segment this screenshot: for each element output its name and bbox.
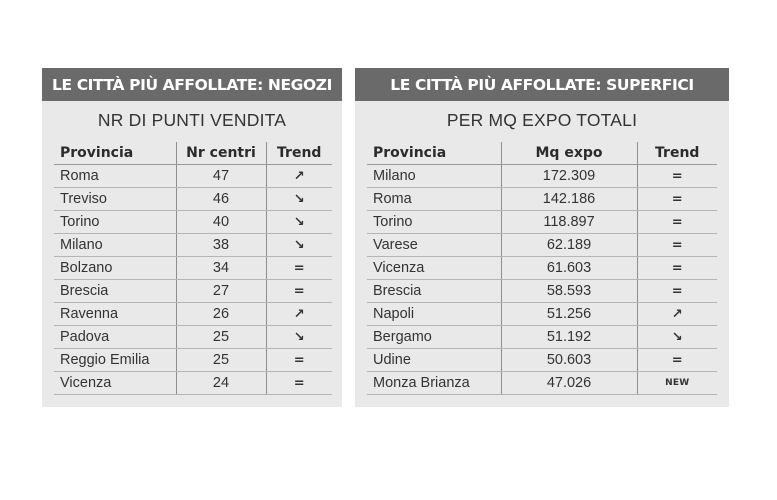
table-row [54, 257, 332, 280]
value-cell: 172.309 [501, 165, 637, 188]
provincia-cell: Milano [367, 165, 501, 188]
value-cell: 47.026 [501, 372, 637, 395]
table-row [54, 188, 332, 211]
table-row [367, 280, 717, 303]
column-header-provincia: Provincia [54, 142, 176, 165]
superfici-subtitle: PER MQ EXPO TOTALI [446, 110, 638, 130]
table-row [54, 326, 332, 349]
provincia-cell: Torino [367, 211, 501, 234]
value-cell: 25 [176, 326, 266, 349]
value-cell: 62.189 [501, 234, 637, 257]
trend-cell: ↗ [266, 165, 332, 188]
value-cell: 27 [176, 280, 266, 303]
value-cell: 34 [176, 257, 266, 280]
trend-cell: = [637, 165, 717, 188]
negozi-table-body [54, 165, 332, 395]
table-row [367, 234, 717, 257]
table-row [54, 303, 332, 326]
table-row [54, 234, 332, 257]
table-row [367, 326, 717, 349]
value-cell: 118.897 [501, 211, 637, 234]
column-header-mq-expo: Mq expo [501, 142, 637, 165]
trend-cell: ↘ [266, 211, 332, 234]
trend-cell: = [266, 372, 332, 395]
value-cell: 142.186 [501, 188, 637, 211]
value-cell: 38 [176, 234, 266, 257]
table-row [367, 211, 717, 234]
table-row [54, 165, 332, 188]
table-row [54, 211, 332, 234]
trend-cell: = [637, 349, 717, 372]
provincia-cell: Roma [54, 165, 176, 188]
trend-cell: = [637, 211, 717, 234]
trend-cell: ↘ [266, 326, 332, 349]
provincia-cell: Treviso [54, 188, 176, 211]
value-cell: 61.603 [501, 257, 637, 280]
superfici-panel [355, 68, 729, 407]
value-cell: 51.192 [501, 326, 637, 349]
trend-cell: = [637, 280, 717, 303]
trend-cell: = [637, 188, 717, 211]
trend-cell: ↗ [266, 303, 332, 326]
trend-cell: = [266, 257, 332, 280]
provincia-cell: Milano [54, 234, 176, 257]
provincia-cell: Vicenza [54, 372, 176, 395]
provincia-cell: Padova [54, 326, 176, 349]
column-header-provincia: Provincia [367, 142, 501, 165]
trend-cell: ↘ [266, 234, 332, 257]
negozi-title: LE CITTÀ PIÙ AFFOLLATE: NEGOZI [42, 68, 342, 101]
provincia-cell: Napoli [367, 303, 501, 326]
column-header-trend: Trend [637, 142, 717, 165]
negozi-subtitle: NR DI PUNTI VENDITA [97, 110, 287, 130]
value-cell: 40 [176, 211, 266, 234]
provincia-cell: Monza Brianza [367, 372, 501, 395]
provincia-cell: Bergamo [367, 326, 501, 349]
trend-cell: ↗ [637, 303, 717, 326]
table-row [367, 257, 717, 280]
superfici-table-body [367, 165, 717, 395]
trend-cell: = [266, 280, 332, 303]
table-row [367, 188, 717, 211]
provincia-cell: Bolzano [54, 257, 176, 280]
negozi-header-row [54, 142, 332, 165]
provincia-cell: Reggio Emilia [54, 349, 176, 372]
provincia-cell: Ravenna [54, 303, 176, 326]
provincia-cell: Roma [367, 188, 501, 211]
provincia-cell: Varese [367, 234, 501, 257]
table-row [54, 280, 332, 303]
provincia-cell: Brescia [54, 280, 176, 303]
value-cell: 46 [176, 188, 266, 211]
negozi-panel [42, 68, 342, 407]
value-cell: 26 [176, 303, 266, 326]
value-cell: 47 [176, 165, 266, 188]
trend-cell: = [637, 234, 717, 257]
provincia-cell: Brescia [367, 280, 501, 303]
value-cell: 24 [176, 372, 266, 395]
provincia-cell: Udine [367, 349, 501, 372]
table-row [367, 372, 717, 395]
trend-cell: ↘ [266, 188, 332, 211]
table-row [367, 165, 717, 188]
trend-cell: NEW [637, 372, 717, 395]
negozi-table [54, 142, 332, 395]
value-cell: 50.603 [501, 349, 637, 372]
table-row [367, 349, 717, 372]
value-cell: 51.256 [501, 303, 637, 326]
value-cell: 25 [176, 349, 266, 372]
superfici-title: LE CITTÀ PIÙ AFFOLLATE: SUPERFICI [355, 68, 729, 101]
column-header-trend: Trend [266, 142, 332, 165]
trend-cell: = [266, 349, 332, 372]
trend-cell: ↘ [637, 326, 717, 349]
column-header-nr-centri: Nr centri [176, 142, 266, 165]
superfici-table [367, 142, 717, 395]
provincia-cell: Vicenza [367, 257, 501, 280]
table-row [367, 303, 717, 326]
value-cell: 58.593 [501, 280, 637, 303]
trend-cell: = [637, 257, 717, 280]
superfici-header-row [367, 142, 717, 165]
table-row [54, 349, 332, 372]
provincia-cell: Torino [54, 211, 176, 234]
table-row [54, 372, 332, 395]
